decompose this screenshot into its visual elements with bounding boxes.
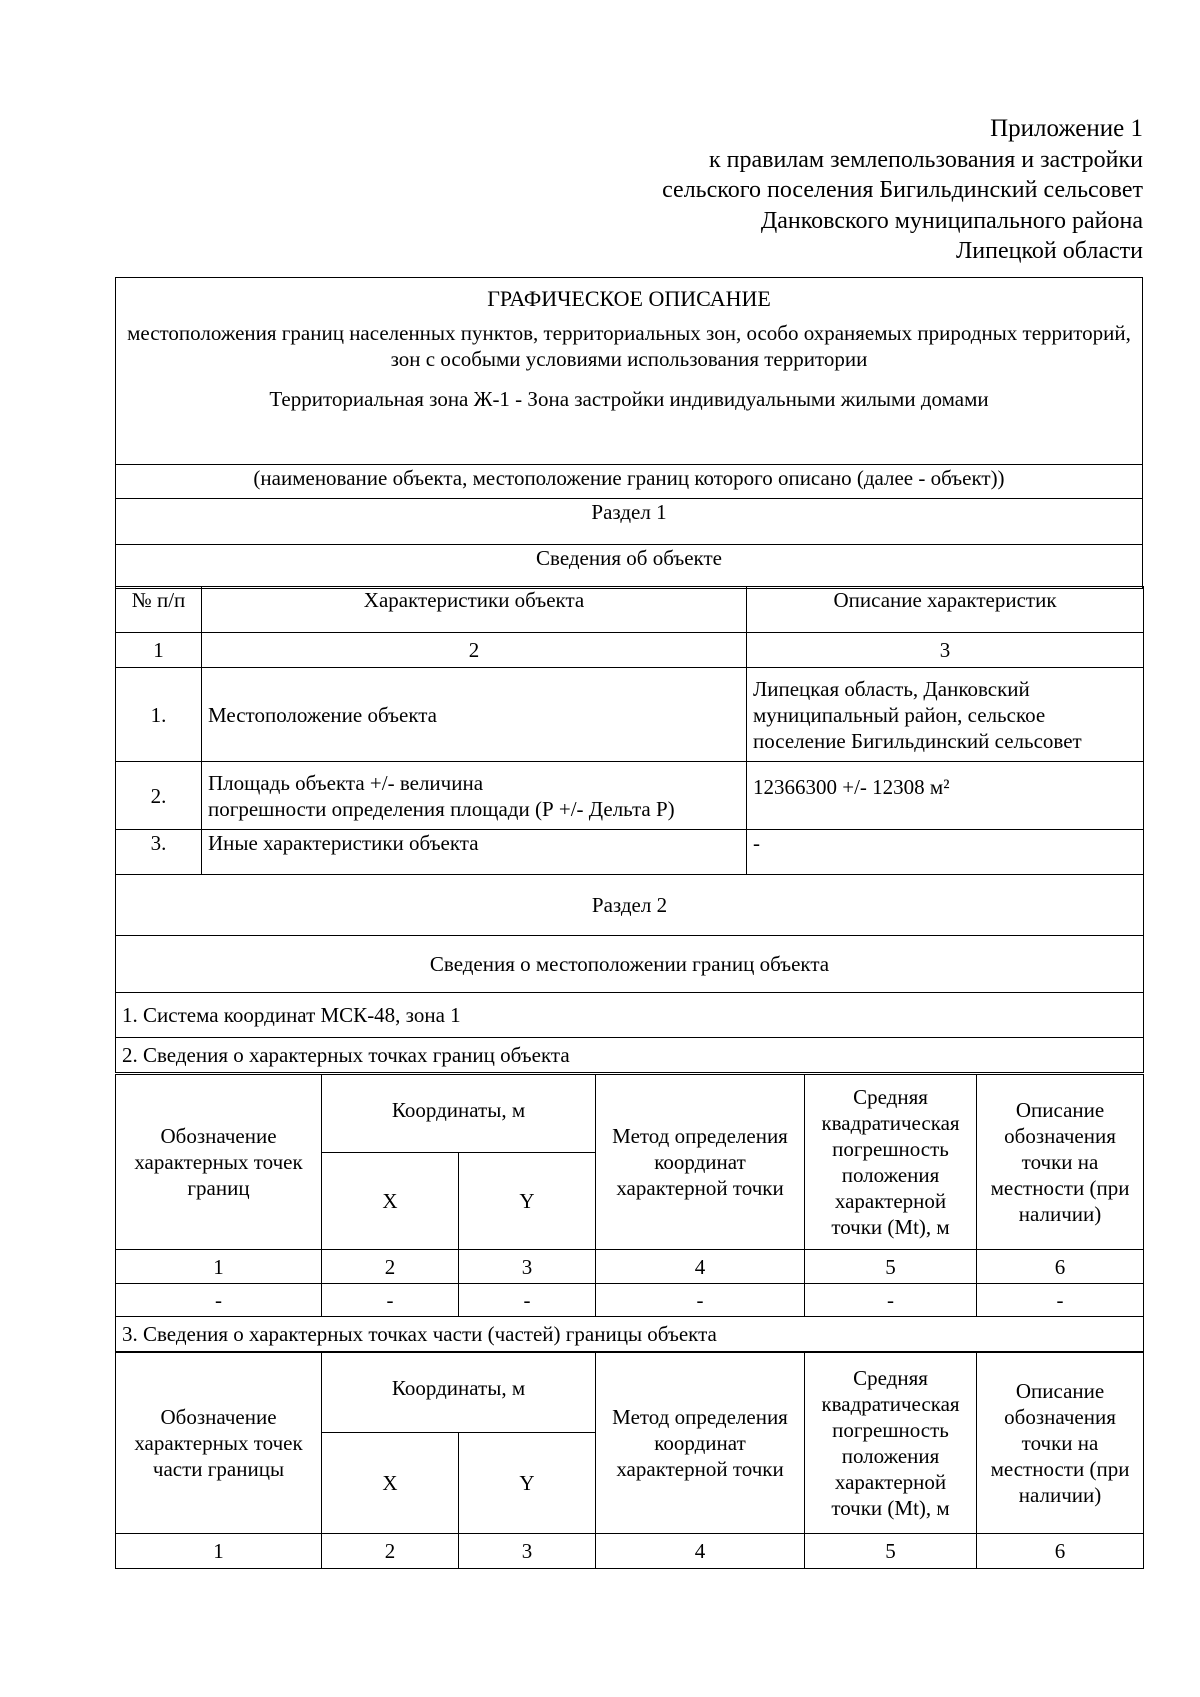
cell-method: -	[596, 1284, 805, 1317]
area-label-line-2: погрешности определения площади (Р +/- Дельта Р)	[208, 796, 675, 821]
row-characteristic: Иные характеристики объекта	[202, 830, 747, 875]
col-number-2: 2	[322, 1534, 459, 1569]
header-x: X	[322, 1153, 459, 1250]
header-point-description: Описание обозначения точки на местности (при наличии)	[977, 1353, 1144, 1534]
col-number-4: 4	[596, 1534, 805, 1569]
area-label-line-1: Площадь объекта +/- величина	[208, 770, 484, 795]
table-row	[116, 830, 1144, 875]
header-line-5: Липецкой области	[956, 238, 1143, 264]
col-number-3: 3	[747, 633, 1144, 668]
header-x: X	[322, 1433, 459, 1534]
col-number-5: 5	[805, 1534, 977, 1569]
col-number-6: 6	[977, 1250, 1144, 1284]
cell-designation: -	[116, 1284, 322, 1317]
table-row	[116, 762, 1144, 830]
table-row	[116, 1284, 1144, 1317]
boundary-part-points-table	[115, 1352, 1144, 1569]
col-number-3: 3	[459, 1534, 596, 1569]
header-designation: Обозначение характерных точек границ	[116, 1075, 322, 1250]
row-number: 3.	[116, 830, 202, 875]
header-coordinates: Координаты, м	[322, 1075, 596, 1153]
row-characteristic: Местоположение объекта	[202, 668, 747, 762]
col-number-1: 1	[116, 1534, 322, 1569]
row-value: Липецкая область, Данковский муниципальный район, сельское поселение Бигильдинский сельсовет	[747, 668, 1144, 762]
parts-section-title: 3. Сведения о характерных точках части (частей) границы объекта	[116, 1317, 1144, 1352]
col-number-4: 4	[596, 1250, 805, 1284]
header-line-2: к правилам землепользования и застройки	[708, 146, 1143, 173]
header-y: Y	[459, 1433, 596, 1534]
header-method: Метод определения координат характерной точки	[596, 1075, 805, 1250]
document-title: ГРАФИЧЕСКОЕ ОПИСАНИЕ	[487, 286, 771, 311]
header-line-4: Данковского муниципального района	[760, 207, 1143, 234]
row-number: 1.	[116, 668, 202, 762]
cell-error: -	[805, 1284, 977, 1317]
header-characteristics: Характеристики объекта	[202, 587, 747, 633]
header-line-3: сельского поселения Бигильдинский сельсовет	[662, 177, 1143, 203]
section2-subtitle: Сведения о местоположении границ объекта	[116, 936, 1144, 993]
col-number-6: 6	[977, 1534, 1144, 1569]
cell-x: -	[322, 1284, 459, 1317]
header-coordinates: Координаты, м	[322, 1353, 596, 1433]
cell-y: -	[459, 1284, 596, 1317]
header-error: Средняя квадратическая погрешность положения характерной точки (Mt), м	[805, 1075, 977, 1250]
col-number-2: 2	[322, 1250, 459, 1284]
table-row	[116, 668, 1144, 762]
col-number-5: 5	[805, 1250, 977, 1284]
row-value: -	[747, 830, 1144, 875]
row-characteristic	[202, 762, 747, 830]
col-number-1: 1	[116, 1250, 322, 1284]
document-description: местоположения границ населенных пунктов, территориальных зон, особо охраняемых природных территорий, зон с особыми условиями использования территории	[127, 321, 1131, 371]
document-header	[662, 114, 1143, 267]
header-method: Метод определения координат характерной точки	[596, 1353, 805, 1534]
object-name-note: (наименование объекта, местоположение границ которого описано (далее - объект))	[116, 465, 1143, 499]
row-number: 2.	[116, 762, 202, 830]
header-designation-parts: Обозначение характерных точек части границы	[116, 1353, 322, 1534]
section1-title: Раздел 1	[116, 499, 1143, 545]
header-number: № п/п	[116, 587, 202, 633]
col-number-2: 2	[202, 633, 747, 668]
intro-table	[115, 277, 1143, 589]
header-line-1: Приложение 1	[990, 115, 1143, 142]
header-error: Средняя квадратическая погрешность положения характерной точки (Mt), м	[805, 1353, 977, 1534]
col-number-1: 1	[116, 633, 202, 668]
row-value: 12366300 +/- 12308 м²	[747, 762, 1144, 830]
zone-name: Территориальная зона Ж-1 - Зона застройки индивидуальными жилыми домами	[269, 387, 989, 411]
header-description: Описание характеристик	[747, 587, 1144, 633]
section2-title: Раздел 2	[116, 875, 1144, 936]
cell-description: -	[977, 1284, 1144, 1317]
section1-subtitle: Сведения об объекте	[116, 545, 1143, 589]
header-point-description: Описание обозначения точки на местности (при наличии)	[977, 1075, 1144, 1250]
object-characteristics-table	[115, 586, 1144, 1073]
coordinate-system: 1. Система координат МСК-48, зона 1	[116, 993, 1144, 1038]
header-y: Y	[459, 1153, 596, 1250]
boundary-points-table	[115, 1074, 1144, 1352]
points-section-title: 2. Сведения о характерных точках границ объекта	[116, 1038, 1144, 1073]
col-number-3: 3	[459, 1250, 596, 1284]
intro-cell	[116, 278, 1143, 465]
